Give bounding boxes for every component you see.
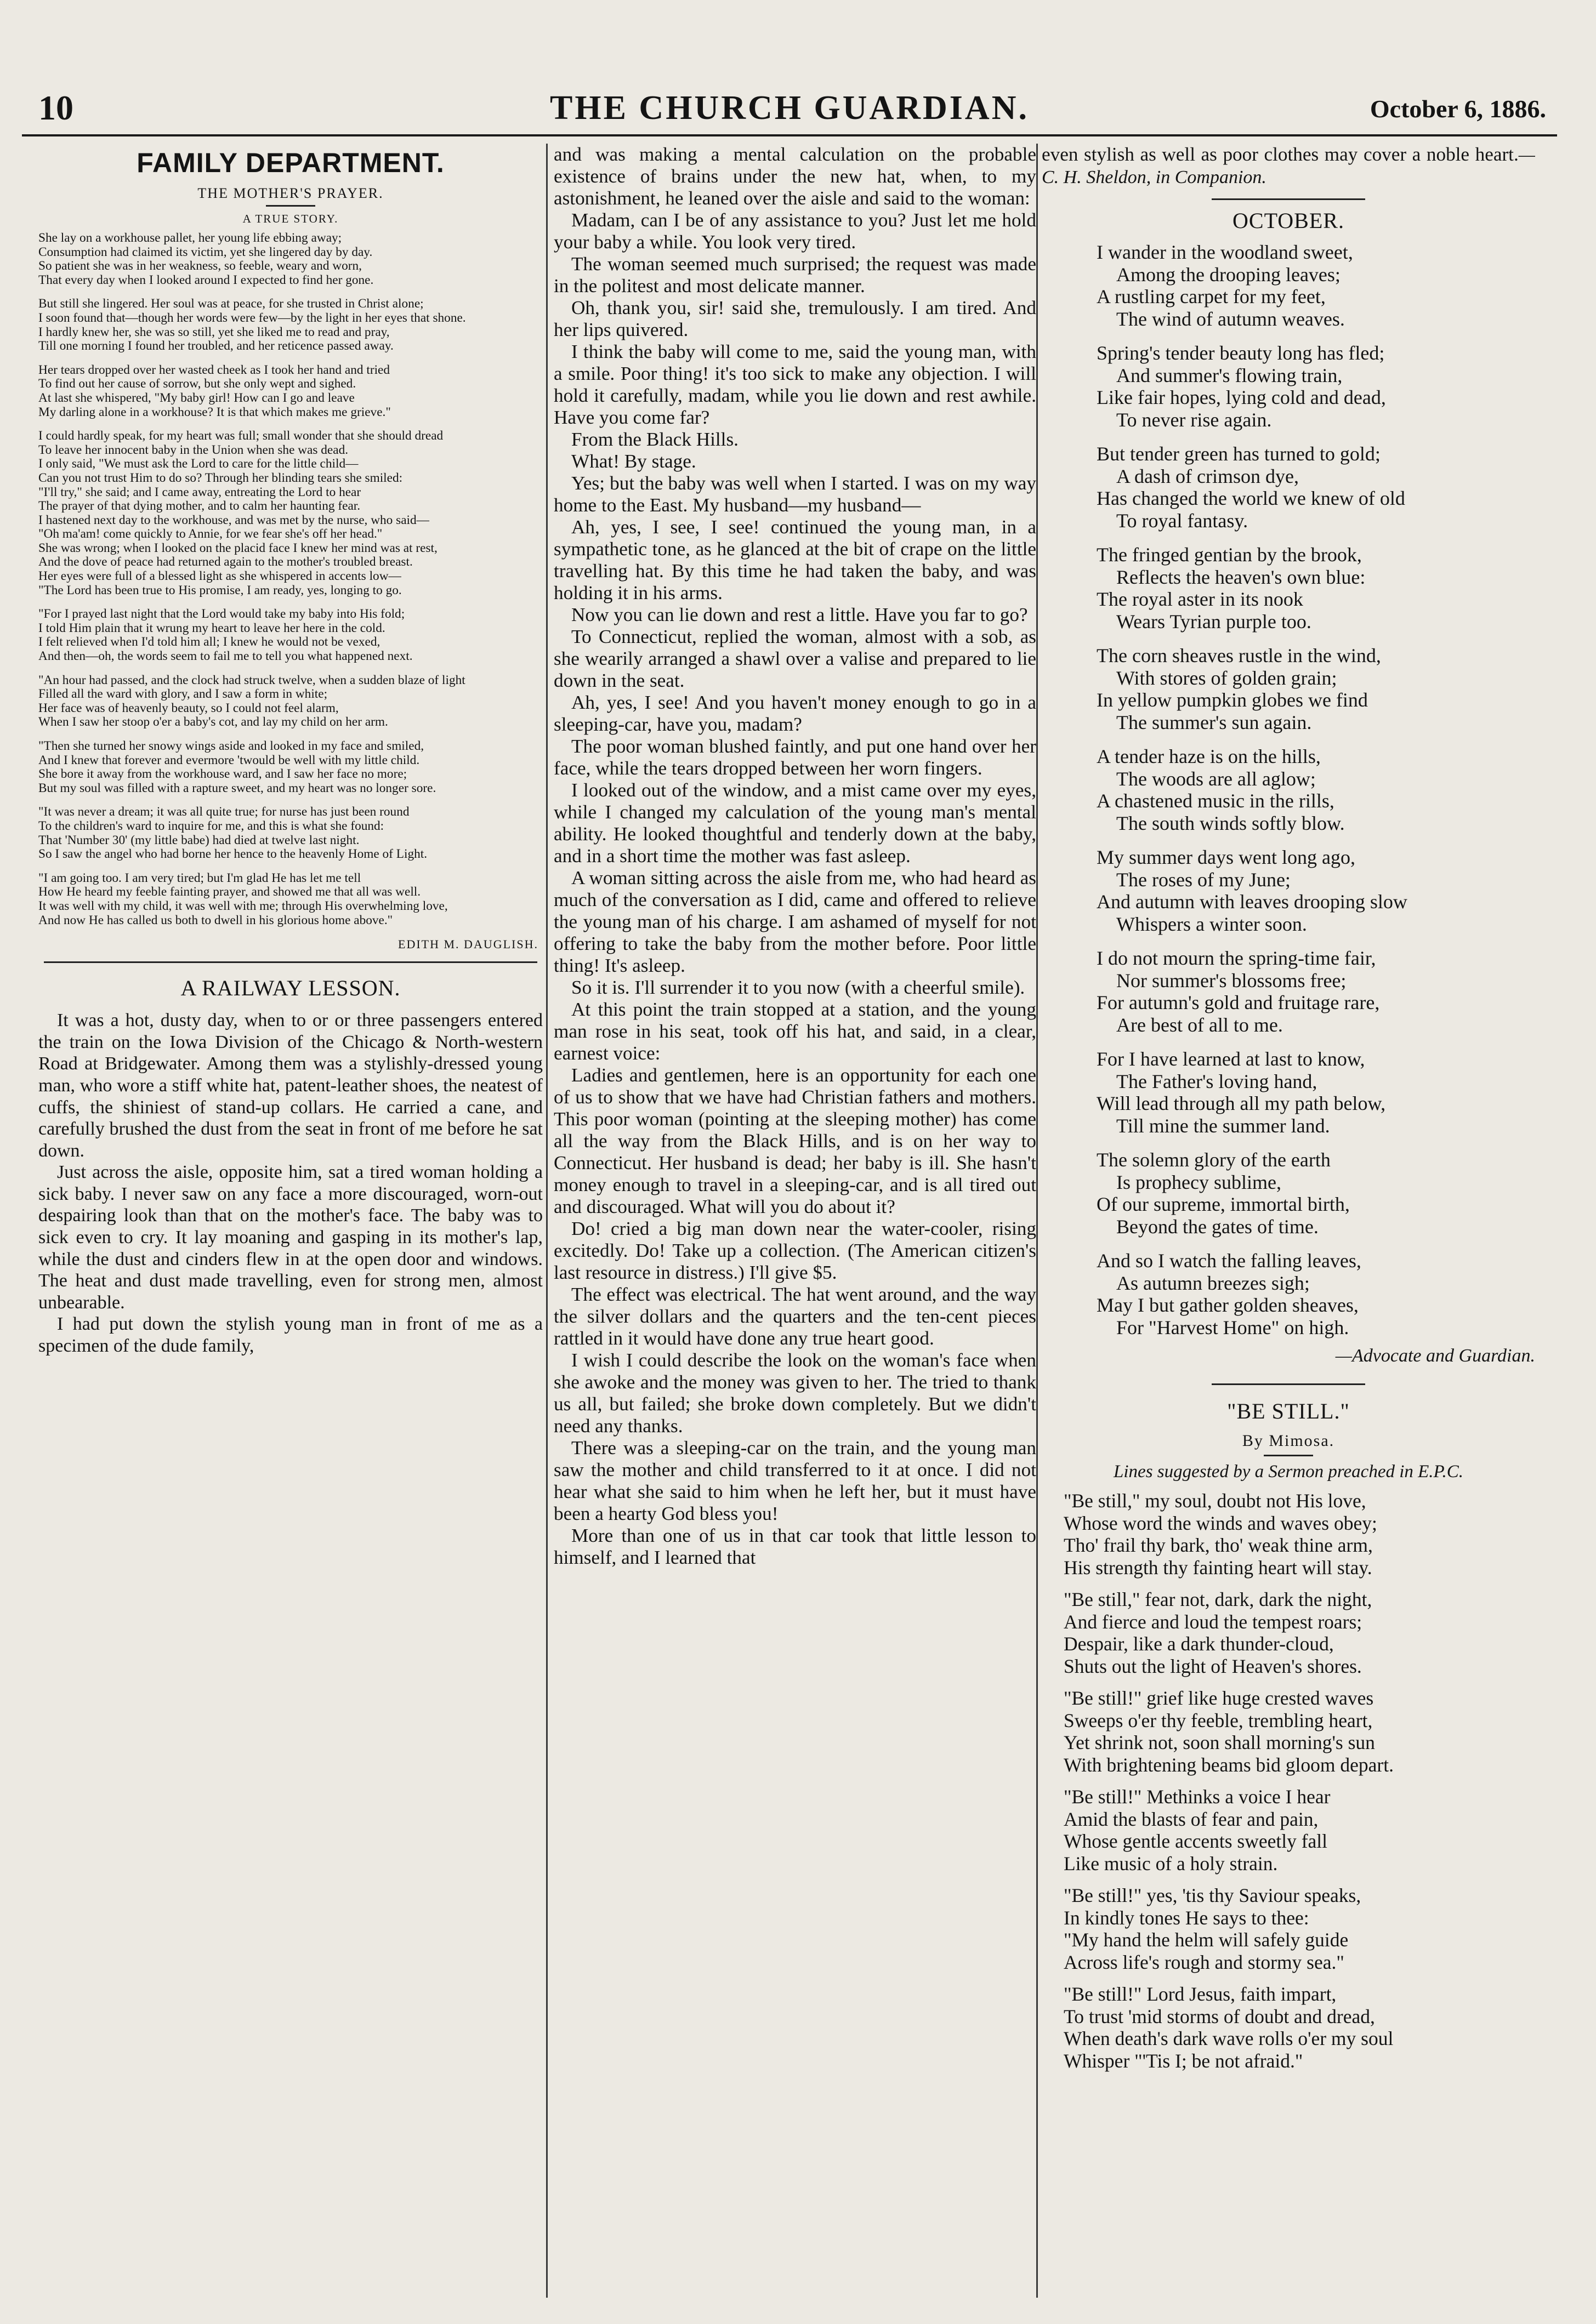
newspaper-title: THE CHURCH GUARDIAN. xyxy=(550,89,1029,127)
poem-line: For autumn's gold and fruitage rare, xyxy=(1097,992,1380,1013)
poem-line: And then—oh, the words seem to fail me to tell you what happened next. xyxy=(38,649,413,664)
railway-article-body xyxy=(38,1010,543,1357)
poem-line: So I saw the angel who had borne her hence to the heavenly Home of Light. xyxy=(38,847,428,862)
poem-line: "Be still!" Lord Jesus, faith impart, xyxy=(1064,1983,1337,2005)
poem-line: She bore it away from the workhouse ward, and I saw her face no more; xyxy=(38,767,407,782)
poem-line: To leave her innocent baby in the Union when she was dead. xyxy=(38,442,349,457)
paragraph: It was a hot, dusty day, when to or or three passengers entered the train on the Iowa Division of the Chicago & North-western Road at Bridgewater. Among them was a stylishly-dressed young man, who wore a stiff white hat, patent-leather shoes, the neatest of cuffs, the shiniest of stand-up collars. He carried a cane, and carefully brushed the dust from the seat in front of me before he sat down. xyxy=(38,1010,543,1161)
paragraph: There was a sleeping-car on the train, and the young man saw the mother and child transferred to it at once. I did not hear what she said to him when he left her, but it must have been a hearty God bless you! xyxy=(554,1437,1036,1524)
section-rule xyxy=(1212,198,1365,200)
poem-line: "Be still!" grief like huge crested waves xyxy=(1064,1687,1374,1709)
poem-line: Consumption had claimed its victim, yet she lingered day by day. xyxy=(38,244,373,259)
poem-stanza xyxy=(1097,1048,1535,1137)
poem-stanza xyxy=(38,739,543,795)
poem-line: I soon found that—though her words were few—by the light in her eyes that shone. xyxy=(38,310,466,325)
poem-line: To the children's ward to inquire for me, and this is what she found: xyxy=(38,818,384,833)
poem-line: Despair, like a dark thunder-cloud, xyxy=(1064,1633,1334,1655)
poem-stanza xyxy=(1097,745,1535,834)
poem-line: Yet shrink not, soon shall morning's sun xyxy=(1064,1731,1375,1753)
column-divider xyxy=(546,144,548,2298)
article-credit: —C. H. Sheldon, in Companion. xyxy=(1042,145,1535,187)
poem-line: With brightening beams bid gloom depart. xyxy=(1064,1753,1394,1776)
poem-line: I only said, "We must ask the Lord to care for the little child— xyxy=(38,457,359,471)
poem-line: To find out her cause of sorrow, but she only wept and sighed. xyxy=(38,377,356,391)
poem-stanza xyxy=(38,297,543,353)
column-right xyxy=(1042,144,1535,2309)
poem-line: With stores of golden grain; xyxy=(1116,667,1337,689)
poem-line: Reflects the heaven's own blue: xyxy=(1116,566,1366,588)
poem-line: But still she lingered. Her soul was at peace, for she trusted in Christ alone; xyxy=(38,297,424,311)
masthead xyxy=(22,82,1557,136)
poem-line: When death's dark wave rolls o'er my soul xyxy=(1064,2027,1394,2049)
poem-line: That 'Number 30' (my little babe) had died at twelve last night. xyxy=(38,833,360,847)
poem-line: Her eyes were full of a blessed light as she whispered in accents low— xyxy=(38,569,401,584)
poem-line: In yellow pumpkin globes we find xyxy=(1097,689,1368,711)
poem-line: How He heard my feeble fainting prayer, and showed me that all was well. xyxy=(38,885,421,899)
poem-line: Will lead through all my path below, xyxy=(1097,1092,1386,1114)
poem-line: That every day when I looked around I expected to find her gone. xyxy=(38,272,374,287)
paragraph: Ah, yes, I see! And you haven't money enough to go in a sleeping-car, have you, madam? xyxy=(554,692,1036,735)
poem-line: The corn sheaves rustle in the wind, xyxy=(1097,645,1381,667)
railway-article-continued xyxy=(554,144,1036,1569)
poem-line: And the dove of peace had returned again to the mother's troubled breast. xyxy=(38,555,413,569)
poem-line: And now He has called us both to dwell in his glorious home above." xyxy=(38,913,393,927)
poem-line: Beyond the gates of time. xyxy=(1116,1215,1319,1238)
poem-line: And so I watch the falling leaves, xyxy=(1097,1250,1361,1272)
poem-stanza xyxy=(1097,1250,1535,1338)
paragraph: I looked out of the window, and a mist came over my eyes, while I changed my calculation of the young man's mental ability. He looked thoughtful and tenderly down at the baby, and in a short time the mother was fast asleep. xyxy=(554,779,1036,867)
poem-stanza xyxy=(1064,1786,1535,1875)
poem-line: But my soul was filled with a rapture sweet, and my heart was no longer sore. xyxy=(38,781,436,795)
poem-line: "For I prayed last night that the Lord would take my baby into His fold; xyxy=(38,607,405,622)
poem-line: "Be still!" yes, 'tis thy Saviour speaks, xyxy=(1064,1884,1361,1906)
poem-stanza xyxy=(1097,342,1535,431)
poem-line: The prayer of that dying mother, and to calm her haunting fear. xyxy=(38,499,361,514)
poem-line: A dash of crimson dye, xyxy=(1116,465,1299,487)
paragraph: From the Black Hills. xyxy=(571,429,739,450)
poem-line: I hastened next day to the workhouse, and was met by the nurse, who said— xyxy=(38,512,429,527)
poem-title-be-still: "BE STILL." xyxy=(1227,1399,1350,1423)
paragraph: Now you can lie down and rest a little. Have you far to go? xyxy=(571,604,1028,625)
poem-line: My darling alone in a workhouse? It is that which makes me grieve." xyxy=(38,405,391,419)
october-poem xyxy=(1042,241,1535,1338)
poem-line: Filled all the ward with glory, and I saw a form in white; xyxy=(38,687,328,702)
poem-line: Whisper "'Tis I; be not afraid." xyxy=(1064,2049,1303,2072)
be-still-poem xyxy=(1042,1490,1535,2072)
poem-stanza xyxy=(38,872,543,927)
poem-signature: EDITH M. DAUGLISH. xyxy=(398,937,538,952)
paragraph: I wish I could describe the look on the woman's face when she awoke and the money was given to her. The tried to thank us all, but failed; she broke down completely. But we didn't need any thanks. xyxy=(554,1349,1036,1437)
poem-line: To never rise again. xyxy=(1116,408,1272,431)
poem-line: "I am going too. I am very tired; but I'm glad He has let me tell xyxy=(38,870,361,885)
poem-line: At last she whispered, "My baby girl! How can I go and leave xyxy=(38,390,355,405)
poem-line: As autumn breezes sigh; xyxy=(1116,1272,1310,1294)
poem-line: Nor summer's blossoms free; xyxy=(1116,969,1347,992)
poem-line: Her tears dropped over her wasted cheek as I took her hand and tried xyxy=(38,362,390,377)
poem-line: Across life's rough and stormy sea." xyxy=(1064,1951,1344,1973)
october-credit: —Advocate and Guardian. xyxy=(1335,1346,1535,1366)
paragraph: The poor woman blushed faintly, and put one hand over her face, while the tears dropped between her worn fingers. xyxy=(554,736,1036,779)
poem-line: The solemn glory of the earth xyxy=(1097,1149,1331,1171)
poem-line: "Then she turned her snowy wings aside and looked in my face and smiled, xyxy=(38,739,424,753)
poem-line: Whose gentle accents sweetly fall xyxy=(1064,1830,1328,1852)
paragraph: Oh, thank you, sir! said she, tremulously. I am tired. And her lips quivered. xyxy=(554,297,1036,340)
poem-title: THE MOTHER'S PRAYER. xyxy=(197,185,384,201)
poem-line: I could hardly speak, for my heart was full; small wonder that she should dread xyxy=(38,429,444,443)
article-ending xyxy=(1042,144,1535,189)
poem-line: His strength thy fainting heart will stay. xyxy=(1064,1556,1372,1579)
poem-stanza xyxy=(1064,1983,1535,2072)
poem-line: I felt relieved when I'd told him all; I knew he would not be vexed, xyxy=(38,635,380,650)
poem-line: And autumn with leaves drooping slow xyxy=(1097,891,1407,913)
poem-subtitle: A TRUE STORY. xyxy=(242,212,339,225)
poem-byline: By Mimosa. xyxy=(1242,1432,1335,1450)
poem-line: "An hour had passed, and the clock had struck twelve, when a sudden blaze of light xyxy=(38,673,465,687)
poem-stanza xyxy=(38,674,543,730)
poem-line: The woods are all aglow; xyxy=(1116,767,1316,790)
poem-line: Tho' frail thy bark, tho' weak thine arm, xyxy=(1064,1534,1373,1556)
poem-line: I do not mourn the spring-time fair, xyxy=(1097,947,1376,969)
poem-line: "Oh ma'am! come quickly to Annie, for we fear she's off her head." xyxy=(38,527,383,542)
paragraph: Do! cried a big man down near the water-cooler, rising excitedly. Do! Take up a collection. (The American citizen's last resource in distress.) I'll give $5. xyxy=(554,1218,1036,1283)
poem-line: A chastened music in the rills, xyxy=(1097,790,1334,812)
paragraph: Ah, yes, I see, I see! continued the young man, in a sympathetic tone, as he glanced at the bit of crape on the little travelling hat. By this time he had taken the baby, and was holding it in his arms. xyxy=(554,516,1036,603)
poem-line: The south winds softly blow. xyxy=(1116,812,1345,834)
poem-line: Her face was of heavenly beauty, so I could not feel alarm, xyxy=(38,700,339,715)
poem-line: The fringed gentian by the brook, xyxy=(1097,544,1362,566)
poem-line: So patient she was in her weakness, so feeble, weary and worn, xyxy=(38,259,362,274)
poem-stanza xyxy=(1097,1149,1535,1238)
paragraph: Yes; but the baby was well when I started. I was on my way home to the East. My husband—my husband— xyxy=(554,472,1036,516)
poem-stanza xyxy=(1064,1884,1535,1973)
poem-line: The summer's sun again. xyxy=(1116,711,1312,733)
poem-line: The royal aster in its nook xyxy=(1097,588,1303,610)
paragraph: Madam, can I be of any assistance to you? Just let me hold your baby a while. You look very tired. xyxy=(554,209,1036,253)
poem-line: "I'll try," she said; and I came away, entreating the Lord to hear xyxy=(38,485,361,499)
paragraph: More than one of us in that car took that little lesson to himself, and I learned that xyxy=(554,1525,1036,1568)
poem-line: Whose word the winds and waves obey; xyxy=(1064,1512,1377,1534)
poem-line: Sweeps o'er thy feeble, trembling heart, xyxy=(1064,1709,1373,1731)
mothers-prayer-poem xyxy=(38,231,543,927)
poem-line: Like music of a holy strain. xyxy=(1064,1852,1278,1875)
poem-line: To trust 'mid storms of doubt and dread, xyxy=(1064,2005,1375,2027)
poem-stanza xyxy=(38,429,543,597)
poem-stanza xyxy=(38,805,543,861)
poem-line: I wander in the woodland sweet, xyxy=(1097,241,1353,263)
poem-line: Can you not trust Him to do so? Through her blinding tears she smiled: xyxy=(38,470,403,485)
poem-stanza xyxy=(1097,544,1535,633)
article-ending-text: even stylish as well as poor clothes may cover a noble heart. xyxy=(1042,144,1519,165)
paragraph: What! By stage. xyxy=(571,451,696,472)
poem-line: It was well with my child, it was well with me; through His overwhelming love, xyxy=(38,898,448,913)
poem-line: I hardly knew her, she was so still, yet she liked me to read and pray, xyxy=(38,324,390,339)
poem-stanza xyxy=(38,231,543,287)
column-divider xyxy=(1036,144,1038,2298)
poem-line: Is prophecy sublime, xyxy=(1116,1171,1281,1193)
poem-stanza xyxy=(1097,241,1535,330)
poem-line: May I but gather golden sheaves, xyxy=(1097,1294,1359,1316)
poem-line: The roses of my June; xyxy=(1116,868,1291,891)
poem-line: A tender haze is on the hills, xyxy=(1097,745,1321,767)
section-rule xyxy=(1212,1383,1365,1385)
paragraph: So it is. I'll surrender it to you now (with a cheerful smile). xyxy=(571,977,1025,998)
column-middle xyxy=(554,144,1036,2309)
poem-line: Shuts out the light of Heaven's shores. xyxy=(1064,1655,1362,1677)
poem-line: "Be still," fear not, dark, dark the night, xyxy=(1064,1588,1372,1610)
poem-line: Like fair hopes, lying cold and dead, xyxy=(1097,386,1386,408)
poem-line: And I knew that forever and evermore 'twould be well with my little child. xyxy=(38,753,420,767)
poem-line: "It was never a dream; it was all quite true; for nurse has just been round xyxy=(38,805,410,819)
poem-line: A rustling carpet for my feet, xyxy=(1097,286,1326,307)
page-number: 10 xyxy=(38,88,73,127)
poem-line: When I saw her stoop o'er a baby's cot, and lay my child on her arm. xyxy=(38,715,388,730)
paragraph: Just across the aisle, opposite him, sat a tired woman holding a sick baby. I never saw on any face a more discouraged, worn-out despairing look than that on the mother's face. The baby was to sick even to cry. It lay moaning and gasping in its mother's lap, while the dust and cinders flew in at the open door and windows. The heat and dust made travelling, even for strong men, almost unbearable. xyxy=(38,1162,543,1313)
paragraph: I think the baby will come to me, said the young man, with a smile. Poor thing! it's too sick to make any objection. I will hold it carefully, madam, while you lie down and rest awhile. Have you come far? xyxy=(554,341,1036,428)
poem-line: But tender green has turned to gold; xyxy=(1097,443,1381,465)
poem-line: The Father's loving hand, xyxy=(1116,1070,1317,1092)
poem-stanza xyxy=(1064,1490,1535,1579)
poem-stanza xyxy=(1097,443,1535,532)
poem-line: In kindly tones He says to thee: xyxy=(1064,1906,1309,1929)
poem-stanza xyxy=(38,607,543,663)
poem-stanza xyxy=(1097,947,1535,1036)
poem-line: Whispers a winter soon. xyxy=(1116,913,1307,935)
poem-line: Of our supreme, immortal birth, xyxy=(1097,1193,1350,1215)
poem-stanza xyxy=(1064,1687,1535,1776)
poem-line: Till mine the summer land. xyxy=(1116,1114,1330,1137)
poem-line: Among the drooping leaves; xyxy=(1116,263,1341,286)
poem-line: Are best of all to me. xyxy=(1116,1013,1283,1036)
poem-line: Spring's tender beauty long has fled; xyxy=(1097,342,1385,364)
poem-line: "The Lord has been true to His promise, I am ready, yes, longing to go. xyxy=(38,583,402,597)
paragraph: I had put down the stylish young man in front of me as a specimen of the dude family, xyxy=(38,1314,543,1357)
paragraph: At this point the train stopped at a station, and the young man rose in his seat, took off his hat, and said, in a clear, earnest voice: xyxy=(554,999,1036,1064)
paragraph: The effect was electrical. The hat went around, and the way the silver dollars and the quarters and the ten-cent pieces rattled in it would have done any true heart good. xyxy=(554,1284,1036,1349)
title-rule xyxy=(1264,1455,1313,1456)
poem-line: For "Harvest Home" on high. xyxy=(1116,1316,1349,1338)
poem-stanza xyxy=(1097,846,1535,935)
poem-stanza xyxy=(1097,645,1535,733)
paragraph: A woman sitting across the aisle from me, who had heard as much of the conversation as I did, came and offered to relieve the young man of his charge. I am ashamed of myself for not offering to take the baby from the mother before. Poor little thing! It's asleep. xyxy=(554,867,1036,976)
paragraph: To Connecticut, replied the woman, almost with a sob, as she wearily arranged a shawl over a valise and prepared to lie down in the seat. xyxy=(554,626,1036,691)
poem-line: Wears Tyrian purple too. xyxy=(1116,610,1311,633)
poem-line: Amid the blasts of fear and pain, xyxy=(1064,1808,1319,1830)
article-title: A RAILWAY LESSON. xyxy=(180,976,401,1001)
poem-line: "Be still," my soul, doubt not His love, xyxy=(1064,1490,1366,1512)
poem-line: Has changed the world we knew of old xyxy=(1097,487,1405,509)
poem-line: The wind of autumn weaves. xyxy=(1116,307,1345,330)
issue-date: October 6, 1886. xyxy=(1370,95,1546,123)
paragraph: Ladies and gentlemen, here is an opportunity for each one of us to show that we have had Christian fathers and mothers. This poor woman (pointing at the sleeping mother) has come all the way from the Black Hills, and is on her way to Connecticut. Her husband is dead; her baby is ill. She hasn't money enough to travel in a sleeping-car, and is all tired out and discouraged. What will you do about it? xyxy=(554,1064,1036,1217)
paragraph: The woman seemed much surprised; the request was made in the politest and most delicate manner. xyxy=(554,253,1036,297)
poem-stanza xyxy=(1064,1588,1535,1677)
poem-stanza xyxy=(38,363,543,419)
poem-line: My summer days went long ago, xyxy=(1097,846,1355,868)
poem-line: And fierce and loud the tempest roars; xyxy=(1064,1610,1362,1633)
poem-line: To royal fantasy. xyxy=(1116,509,1248,532)
column-left xyxy=(38,144,543,2309)
poem-title-october: OCTOBER. xyxy=(1233,208,1344,233)
poem-dedication: Lines suggested by a Sermon preached in E.P.C. xyxy=(1114,1462,1463,1482)
title-rule xyxy=(266,205,315,207)
poem-line: For I have learned at last to know, xyxy=(1097,1048,1365,1070)
poem-line: I told Him plain that it wrung my heart to leave her here in the cold. xyxy=(38,620,385,635)
poem-line: "Be still!" Methinks a voice I hear xyxy=(1064,1786,1331,1808)
poem-line: "My hand the helm will safely guide xyxy=(1064,1929,1349,1951)
poem-line: And summer's flowing train, xyxy=(1116,364,1343,386)
poem-line: She lay on a workhouse pallet, her young life ebbing away; xyxy=(38,231,342,245)
paragraph: and was making a mental calculation on the probable existence of brains under the new hat, when, to my astonishment, he leaned over the aisle and said to the woman: xyxy=(554,144,1036,209)
poem-line: She was wrong; when I looked on the placid face I knew her mind was at rest, xyxy=(38,540,438,555)
poem-line: Till one morning I found her troubled, and her reticence passed away. xyxy=(38,339,394,354)
section-rule xyxy=(44,961,537,963)
department-title: FAMILY DEPARTMENT. xyxy=(137,147,445,178)
